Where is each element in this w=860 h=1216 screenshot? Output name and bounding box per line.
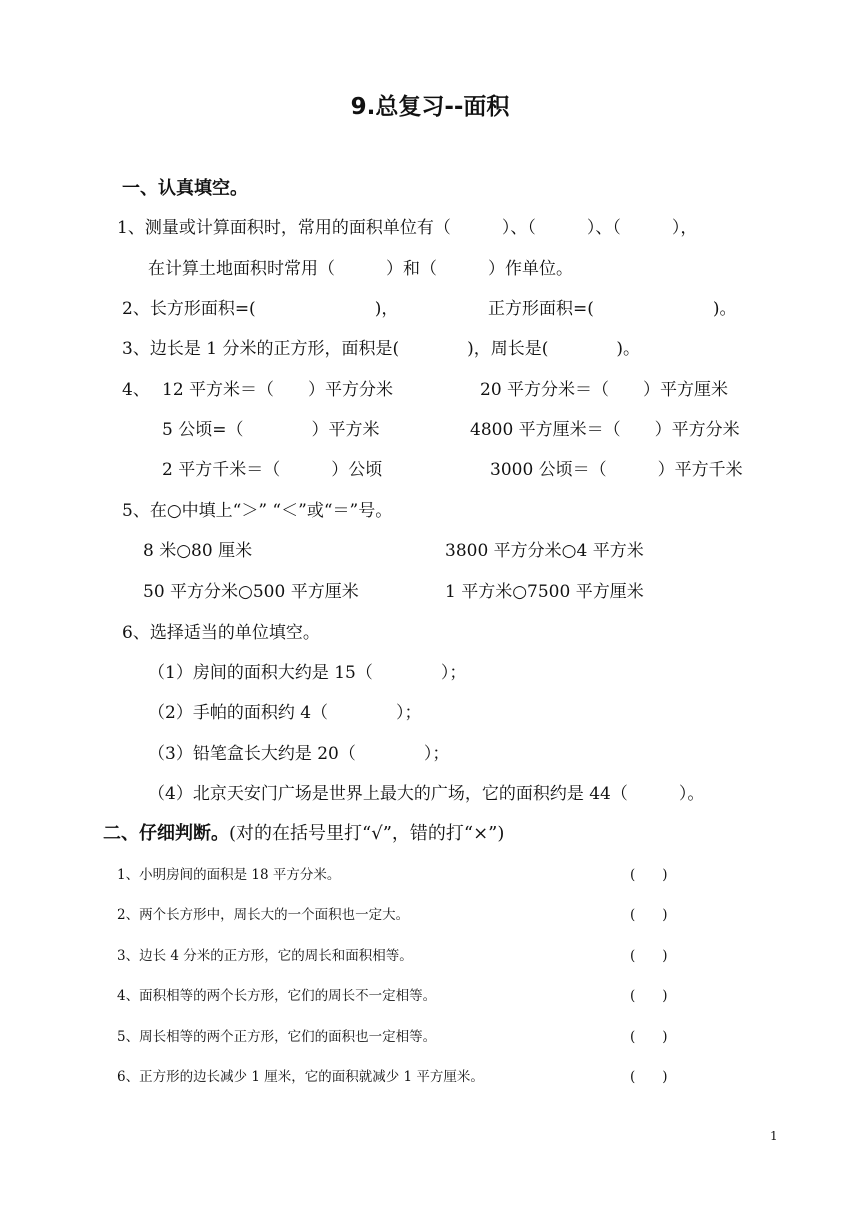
answer-bracket: ( ) bbox=[630, 948, 668, 964]
q1-line1: 1、测量或计算面积时，常用的面积单位有（ ）、（ ）、（ ）， bbox=[117, 218, 698, 238]
q6-item: （4）北京天安门广场是世界上最大的广场，它的面积约是 44（ ）。 bbox=[148, 784, 705, 804]
q6-item: （3）铅笔盒长大约是 20（ ）； bbox=[148, 744, 450, 764]
judgement-item: 3、边长 4 分米的正方形，它的周长和面积相等。 bbox=[117, 948, 413, 964]
page-number: 1 bbox=[770, 1129, 778, 1143]
answer-bracket: ( ) bbox=[630, 907, 668, 923]
q1-line2: 在计算土地面积时常用（ ）和（ ）作单位。 bbox=[148, 259, 573, 279]
section1-heading: 一、认真填空。 bbox=[122, 178, 248, 199]
q5-comparison: 1 平方米○7500 平方厘米 bbox=[445, 582, 644, 602]
judgement-item: 4、面积相等的两个长方形，它们的周长不一定相等。 bbox=[117, 988, 437, 1004]
section2-heading bbox=[103, 825, 504, 843]
q6-item: （2）手帕的面积约 4（ ）； bbox=[148, 703, 422, 723]
judgement-item: 2、两个长方形中，周长大的一个面积也一定大。 bbox=[117, 907, 410, 923]
q4-conversion: 4800 平方厘米＝（ ）平方分米 bbox=[470, 420, 740, 440]
q4-conversion: 5 公顷=（ ）平方米 bbox=[162, 420, 380, 440]
section2-title: 二、仔细判断。 bbox=[103, 823, 229, 844]
answer-bracket: ( ) bbox=[630, 988, 668, 1004]
q3: 3、边长是 1 分米的正方形，面积是( )，周长是( )。 bbox=[122, 339, 640, 359]
q2-rectangle-area: 2、长方形面积=( )， bbox=[122, 299, 399, 319]
answer-bracket: ( ) bbox=[630, 1029, 668, 1045]
q4-conversion: 3000 公顷＝（ ）平方千米 bbox=[490, 460, 743, 480]
q5-comparison: 8 米○80 厘米 bbox=[143, 541, 253, 561]
q6-prompt: 6、选择适当的单位填空。 bbox=[122, 623, 320, 643]
judgement-item: 5、周长相等的两个正方形，它们的面积也一定相等。 bbox=[117, 1029, 437, 1045]
section2-instruction: (对的在括号里打“√”，错的打“×”) bbox=[229, 823, 505, 844]
q5-comparison: 3800 平方分米○4 平方米 bbox=[445, 541, 644, 561]
q6-item: （1）房间的面积大约是 15（ ）； bbox=[148, 663, 467, 683]
judgement-item: 6、正方形的边长减少 1 厘米，它的面积就减少 1 平方厘米。 bbox=[117, 1069, 484, 1085]
q4-conversion: 12 平方米＝（ ）平方分米 bbox=[162, 380, 394, 400]
q4-conversion: 2 平方千米＝（ ）公顷 bbox=[162, 460, 383, 480]
page-title: 9.总复习--面积 bbox=[350, 94, 510, 120]
answer-bracket: ( ) bbox=[630, 867, 668, 883]
judgement-item: 1、小明房间的面积是 18 平方分米。 bbox=[117, 867, 341, 883]
q4-conversion: 20 平方分米＝（ ）平方厘米 bbox=[480, 380, 729, 400]
q5-comparison: 50 平方分米○500 平方厘米 bbox=[143, 582, 359, 602]
q4-number: 4、 bbox=[122, 380, 150, 400]
q5-prompt: 5、在○中填上“＞” “＜”或“＝”号。 bbox=[122, 501, 393, 521]
q2-square-area: 正方形面积=( )。 bbox=[488, 299, 737, 319]
answer-bracket: ( ) bbox=[630, 1069, 668, 1085]
